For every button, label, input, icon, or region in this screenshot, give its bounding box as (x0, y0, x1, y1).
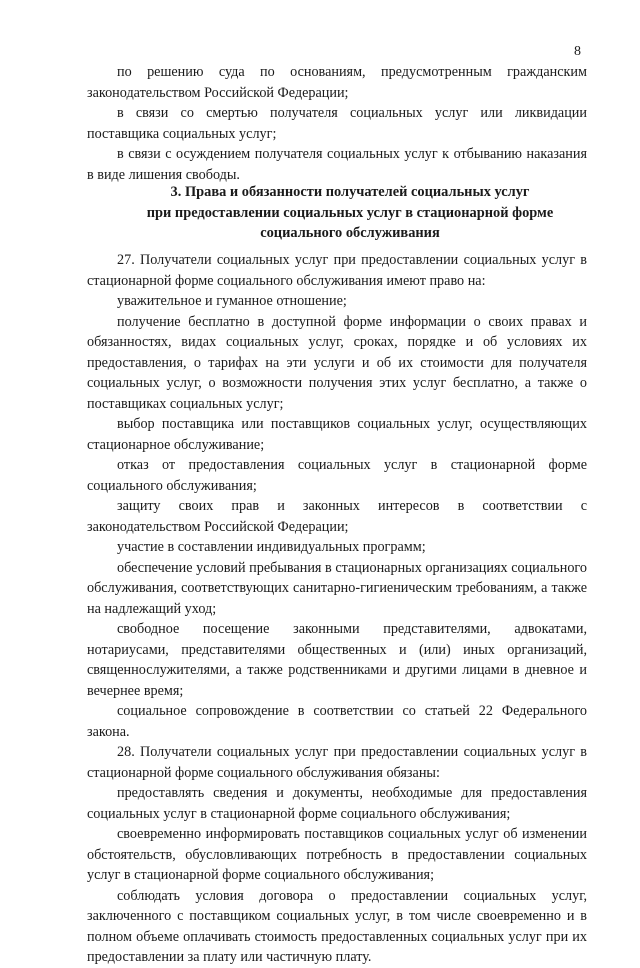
paragraph: 27. Получатели социальных услуг при предоставлении социальных услуг в стационарной форме социального обслуживания имеют право на: (87, 252, 587, 289)
paragraph: предоставлять сведения и документы, необходимые для предоставления социальных услуг в стационарной форме социального обслуживания; (87, 785, 587, 822)
section-title-line-1: 3. Права и обязанности получателей социальных услуг (170, 184, 530, 200)
paragraph: свободное посещение законными представителями, адвокатами, нотариусами, представителями общественных и (или) иных организаций, священнослужителями, а также родственниками и другими лицами в дневное и вечернее время; (87, 621, 587, 699)
paragraph: своевременно информировать поставщиков социальных услуг об изменении обстоятельств, обусловливающих потребность в предоставлении социальных услуг в стационарной форме социального обслуживания; (87, 826, 587, 883)
paragraph: соблюдать условия договора о предоставлении социальных услуг, заключенного с поставщиком социальных услуг, в том числе своевременно и в полном объеме оплачивать стоимость предоставленных социальных услуг при их предоставлении за плату или частичную плату. (87, 887, 587, 965)
paragraph: социальное сопровождение в соответствии со статьей 22 Федерального закона. (87, 703, 587, 740)
section-title-line-3: социального обслуживания (260, 225, 440, 241)
paragraph: получение бесплатно в доступной форме информации о своих правах и обязанностях, видах социальных услуг, сроках, порядке и об условиях их предоставления, о тарифах на эти услуги и об их стоимости для получателя социальных услуг, о возможности получения этих услуг бесплатно, а также о поставщиках социальных услуг; (87, 313, 587, 412)
page-number: 8 (574, 44, 581, 59)
paragraph: в связи с осуждением получателя социальных услуг к отбыванию наказания в виде лишения свободы. (87, 146, 587, 183)
paragraph: по решению суда по основаниям, предусмотренным гражданским законодательством Российской Федерации; (87, 64, 587, 101)
paragraph: уважительное и гуманное отношение; (117, 293, 347, 309)
rights-section (87, 250, 587, 968)
paragraph: в связи со смертью получателя социальных услуг или ликвидации поставщика социальных услуг; (87, 105, 587, 142)
top-paragraphs (87, 62, 587, 185)
paragraph: 28. Получатели социальных услуг при предоставлении социальных услуг в стационарной форме социального обслуживания обязаны: (87, 744, 587, 781)
paragraph: обеспечение условий пребывания в стационарных организациях социального обслуживания, соответствующих санитарно-гигиеническим требованиям, а также на надлежащий уход; (87, 559, 587, 617)
section-title-line-2: при предоставлении социальных услуг в стационарной форме (146, 204, 554, 221)
section-heading (120, 182, 580, 244)
paragraph: участие в составлении индивидуальных программ; (117, 539, 426, 555)
paragraph: выбор поставщика или поставщиков социальных услуг, осуществляющих стационарное обслуживание; (87, 416, 587, 453)
paragraph: отказ от предоставления социальных услуг в стационарной форме социального обслуживания; (87, 457, 587, 494)
paragraph: защиту своих прав и законных интересов в соответствии с законодательством Российской Федерации; (87, 498, 587, 535)
